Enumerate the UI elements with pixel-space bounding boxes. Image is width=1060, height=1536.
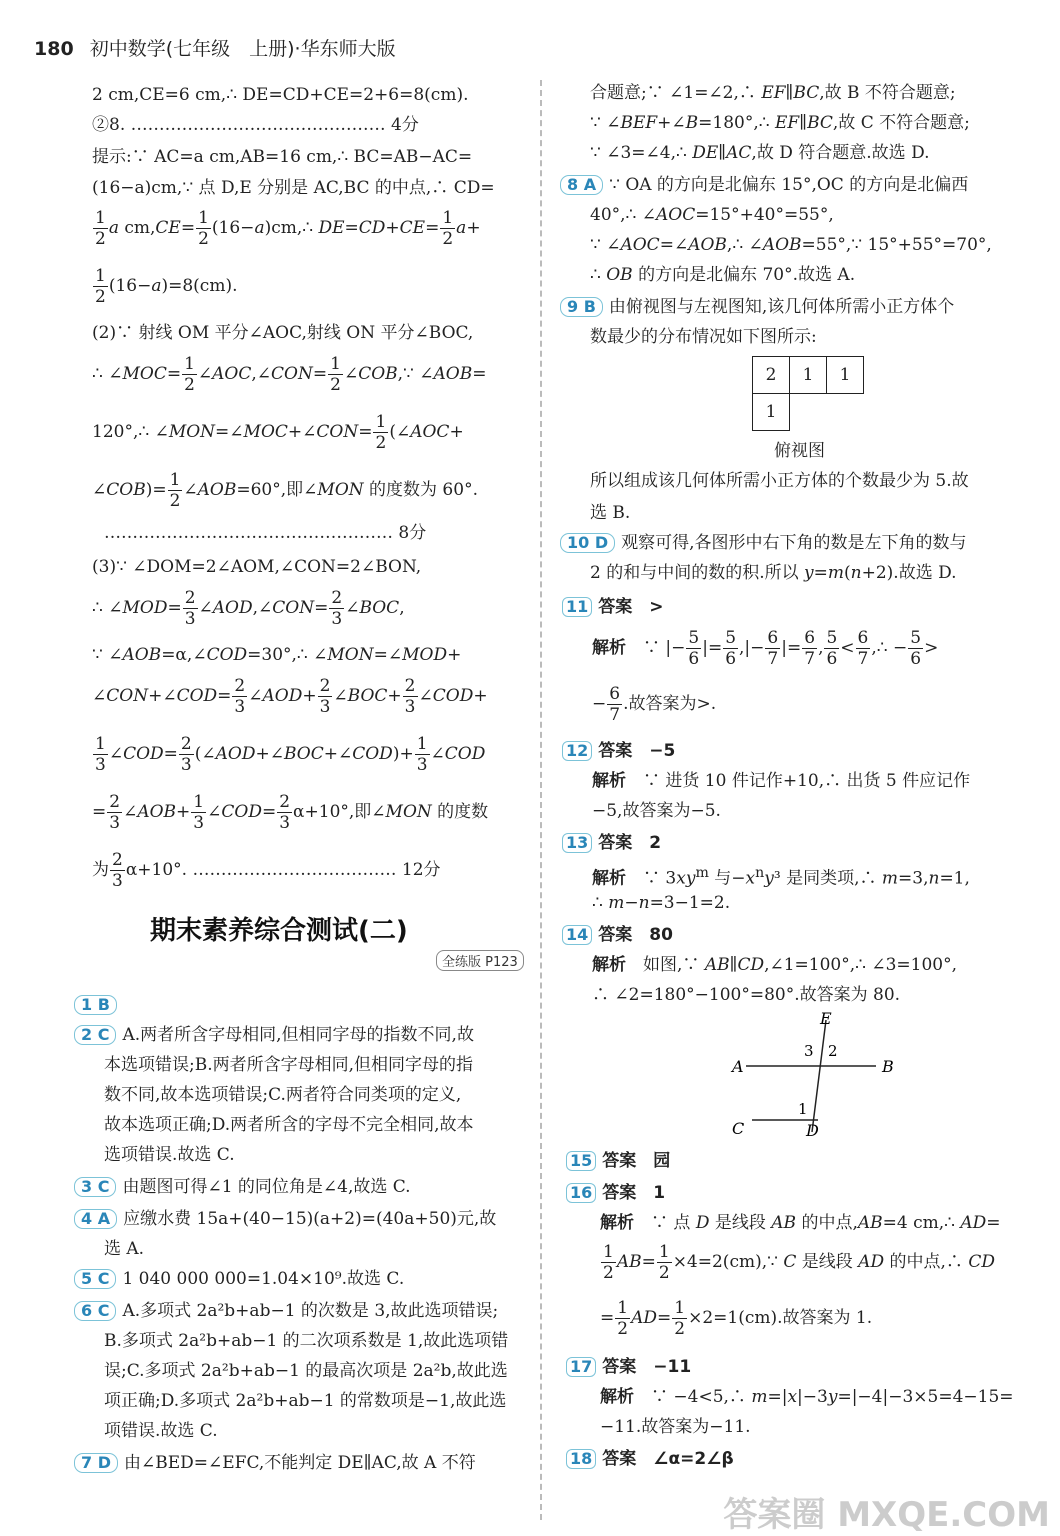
answer-text: 1 040 000 000=1.04×10⁹.故选 C.	[122, 1269, 405, 1289]
answer-badge: 7 D	[74, 1453, 118, 1473]
text-line: −11.故答案为−11.	[600, 1417, 751, 1437]
answer-5	[74, 1268, 404, 1290]
answer-2	[74, 1024, 474, 1046]
answer-11	[562, 596, 664, 618]
answer-text: 观察可得,各图形中右下角的数是左下角的数与	[621, 533, 967, 553]
answer-text: 答案 >	[598, 597, 664, 617]
section-tag: 全练版 P123	[436, 950, 524, 971]
text-line: (2)∵ 射线 OM 平分∠AOC,射线 ON 平分∠BOC,	[92, 323, 474, 343]
text-line: 解析 ∵ 点 D 是线段 AB 的中点,AB=4 cm,∴ AD=	[600, 1213, 1001, 1233]
text-line: 解析 如图,∵ AB∥CD,∠1=100°,∴ ∠3=100°,	[592, 955, 958, 975]
answer-badge: 2 C	[74, 1025, 116, 1045]
formula-line: 为 $\frac{2}{3}$ α+10°. ……………………………… 12分	[92, 850, 441, 891]
answer-text: 答案 −5	[598, 741, 676, 761]
answer-text: 答案 园	[602, 1151, 671, 1171]
label-angle-3: 3	[804, 1042, 814, 1060]
text-line: 提示:∵ AC=a cm,AB=16 cm,∴ BC=AB−AC=	[92, 147, 473, 167]
answer-text: 答案 1	[602, 1183, 666, 1203]
text-line: ∴ OB 的方向是北偏东 70°.故选 A.	[590, 265, 856, 285]
formula-line: ∴ ∠MOC= $\frac{1}{2}$ ∠AOC,∠CON= $\frac{1}{2}$ ∠COB,∵ ∠AOB=	[92, 354, 487, 395]
text-line: …………………………………………… 8分	[104, 523, 427, 543]
text-line: (3)∵ ∠DOM=2∠AOM,∠CON=2∠BON,	[92, 557, 422, 577]
answer-badge: 1 B	[74, 995, 117, 1015]
text-line: 合题意;∵ ∠1=∠2,∴ EF∥BC,故 B 不符合题意;	[590, 83, 956, 103]
watermark-logo: 答案圈 MXQE.COM	[723, 1495, 1050, 1535]
label-b: B	[882, 1057, 894, 1076]
label-angle-2: 2	[828, 1042, 838, 1060]
transversal	[812, 1020, 826, 1132]
label-d: D	[806, 1121, 819, 1140]
answer-badge: 4 A	[74, 1209, 117, 1229]
formula-line: $\frac{1}{2}$ a cm,CE= $\frac{1}{2}$ (16−a)cm,∴ DE=CD+CE= $\frac{1}{2}$ a+	[95, 208, 481, 249]
text-line: ②8. ……………………………………… 4分	[92, 115, 419, 135]
answer-text: 答案 ∠α=2∠β	[602, 1449, 734, 1469]
text-line: 数最少的分布情况如下图所示:	[590, 327, 817, 347]
text-line: 选项错误.故选 C.	[104, 1145, 235, 1165]
text-line: 解析 ∵ −4<5,∴ m=|x|−3y=|−4|−3×5=4−15=	[600, 1387, 1014, 1407]
text-line: 本选项错误;B.两者所含字母相同,但相同字母的指	[104, 1055, 474, 1075]
answer-number: 16	[566, 1183, 596, 1203]
answer-text: ∵ OA 的方向是北偏东 15°,OC 的方向是北偏西	[609, 175, 969, 195]
text-line: 故本选项正确;D.两者所含的字母不完全相同,故本	[104, 1115, 474, 1135]
answer-text: 答案 2	[598, 833, 662, 853]
answer-number: 13	[562, 833, 592, 853]
answer-6	[74, 1300, 498, 1322]
answer-number: 17	[566, 1357, 596, 1377]
answer-14	[562, 924, 673, 946]
answer-text: 应缴水费 15a+(40−15)(a+2)=(40a+50)元,故	[123, 1209, 497, 1229]
text-line: −5,故答案为−5.	[592, 801, 721, 821]
text-line: 解析 ∵ 进货 10 件记作+10,∴ 出货 5 件应记作	[592, 771, 971, 791]
answer-12	[562, 740, 675, 762]
parallel-lines-figure	[726, 1010, 906, 1140]
text-line: 2 cm,CE=6 cm,∴ DE=CD+CE=2+6=8(cm).	[92, 85, 469, 105]
text-line: ∵ ∠BEF+∠B=180°,∴ EF∥BC,故 C 不符合题意;	[590, 113, 970, 133]
column-divider	[540, 80, 542, 1520]
formula-line: 120°,∴ ∠MON=∠MOC+∠CON= $\frac{1}{2}$ (∠AOC+	[92, 412, 464, 453]
answer-badge: 8 A	[560, 175, 603, 195]
text-line: 解析 ∵ $3xy^m$ 与$-x^ny^3$ 是同类项,∴ m=3,n=1,	[592, 865, 970, 889]
grid-cell: 1	[790, 357, 827, 394]
answer-text: 由∠BED=∠EFC,不能判定 DE∥AC,故 A 不符	[123, 1453, 476, 1473]
text-line: 选 B.	[590, 503, 631, 523]
answer-9	[560, 296, 954, 318]
text-line: 项错误.故选 C.	[104, 1421, 218, 1441]
text-line: 2 的和与中间的数的积.所以 y=m(n+2).故选 D.	[590, 563, 957, 583]
answer-number: 18	[566, 1449, 596, 1469]
answer-badge: 3 C	[74, 1177, 116, 1197]
answer-7	[74, 1452, 476, 1474]
answer-10	[560, 532, 967, 554]
answer-text: 由俯视图与左视图知,该几何体所需小正方体个	[608, 297, 955, 317]
book-title: 初中数学(七年级 上册)·华东师大版	[89, 38, 396, 60]
answer-16	[566, 1182, 665, 1204]
formula-line: ∠COB)= $\frac{1}{2}$ ∠AOB=60°,即∠MON 的度数为 60°.	[92, 470, 478, 511]
answer-text: 答案 −11	[602, 1357, 692, 1377]
grid-cell: 1	[827, 357, 864, 394]
label-a: A	[732, 1057, 744, 1076]
answer-18	[566, 1448, 734, 1470]
formula-line: = $\frac{2}{3}$ ∠AOB+ $\frac{1}{3}$ ∠COD= $\frac{2}{3}$ α+10°,即∠MON 的度数	[92, 792, 489, 833]
page-header	[34, 34, 396, 61]
formula-line: $\frac{1}{2}$ (16−a)=8(cm).	[95, 266, 238, 307]
text-line: 40°,∴ ∠AOC=15°+40°=55°,	[590, 205, 834, 225]
text-line: B.多项式 2a²b+ab−1 的二次项系数是 1,故此选项错	[104, 1331, 509, 1351]
answer-number: 14	[562, 925, 592, 945]
answer-3	[74, 1176, 411, 1198]
answer-badge: 9 B	[560, 297, 603, 317]
grid-cell: 2	[753, 357, 790, 394]
answer-text: A.两者所含字母相同,但相同字母的指数不同,故	[122, 1025, 474, 1045]
answer-13	[562, 832, 661, 854]
text-line: 所以组成该几何体所需小正方体的个数最少为 5.故	[590, 471, 969, 491]
answer-8	[560, 174, 968, 196]
text-line: ∵ ∠3=∠4,∴ DE∥AC,故 D 符合题意.故选 D.	[590, 143, 930, 163]
answer-number: 15	[566, 1151, 596, 1171]
formula-line: ∠CON+∠COD= $\frac{2}{3}$ ∠AOD+ $\frac{2}{3}$ ∠BOC+ $\frac{2}{3}$ ∠COD+	[92, 676, 488, 717]
answer-15	[566, 1150, 670, 1172]
label-c: C	[732, 1119, 745, 1138]
text-line: ∴ m−n=3−1=2.	[592, 893, 731, 913]
label-angle-1: 1	[798, 1100, 808, 1118]
text-line: 误;C.多项式 2a²b+ab−1 的最高次项是 2a²b,故此选	[104, 1361, 508, 1381]
answer-badge: 5 C	[74, 1269, 116, 1289]
label-e: E	[820, 1010, 832, 1028]
answer-number: 11	[562, 597, 592, 617]
text-line: (16−a)cm,∵ 点 D,E 分别是 AC,BC 的中点,∴ CD=	[92, 178, 495, 198]
text-line: ∵ ∠AOC=∠AOB,∴ ∠AOB=55°,∵ 15°+55°=70°,	[590, 235, 992, 255]
answer-1	[74, 994, 123, 1016]
answer-4	[74, 1208, 496, 1230]
text-line: 选 A.	[104, 1239, 145, 1259]
formula-line: = $\frac{1}{2}$ AD= $\frac{1}{2}$ ×2=1(cm).故答案为 1.	[600, 1298, 873, 1339]
formula-line: $\frac{1}{3}$ ∠COD= $\frac{2}{3}$ (∠AOD+∠BOC+∠COD)+ $\frac{1}{3}$ ∠COD	[95, 734, 486, 775]
answer-text: 由题图可得∠1 的同位角是∠4,故选 C.	[122, 1177, 411, 1197]
grid-cell: 1	[753, 394, 790, 431]
formula-line: − $\frac{6}{7}$ .故答案为>.	[592, 684, 717, 725]
formula-line: ∴ ∠MOD= $\frac{2}{3}$ ∠AOD,∠CON= $\frac{2}{3}$ ∠BOC,	[92, 588, 405, 629]
section-title: 期末素养综合测试(二)	[150, 916, 408, 946]
text-line: ∴ ∠2=180°−100°=80°.故答案为 80.	[592, 985, 901, 1005]
answer-17	[566, 1356, 691, 1378]
answer-badge: 10 D	[560, 533, 615, 553]
answer-badge: 6 C	[74, 1301, 116, 1321]
formula-line: ∵ ∠AOB=α,∠COD=30°,∴ ∠MON=∠MOD+	[92, 645, 462, 665]
answer-text: 答案 80	[598, 925, 673, 945]
page-number: 180	[34, 38, 74, 60]
text-line: 数不同,故本选项错误;C.两者符合同类项的定义,	[104, 1085, 462, 1105]
answer-text: A.多项式 2a²b+ab−1 的次数是 3,故此选项错误;	[122, 1301, 499, 1321]
answer-number: 12	[562, 741, 592, 761]
formula-line: 解析 ∵ |− $\frac{5}{6}$ |= $\frac{5}{6}$ ,|− $\frac{6}{7}$ |= $\frac{6}{7}$ , $\frac{5}{6}$ < $\frac{6}{7}$ ,∴ − $\frac{5}{6}$ >	[592, 628, 939, 669]
top-view-grid	[752, 356, 864, 431]
top-view-caption: 俯视图	[774, 441, 825, 461]
text-line: 项正确;D.多项式 2a²b+ab−1 的常数项是−1,故此选	[104, 1391, 507, 1411]
formula-line: $\frac{1}{2}$ AB= $\frac{1}{2}$ ×4=2(cm),∵ C 是线段 AD 的中点,∴ CD	[603, 1242, 995, 1283]
